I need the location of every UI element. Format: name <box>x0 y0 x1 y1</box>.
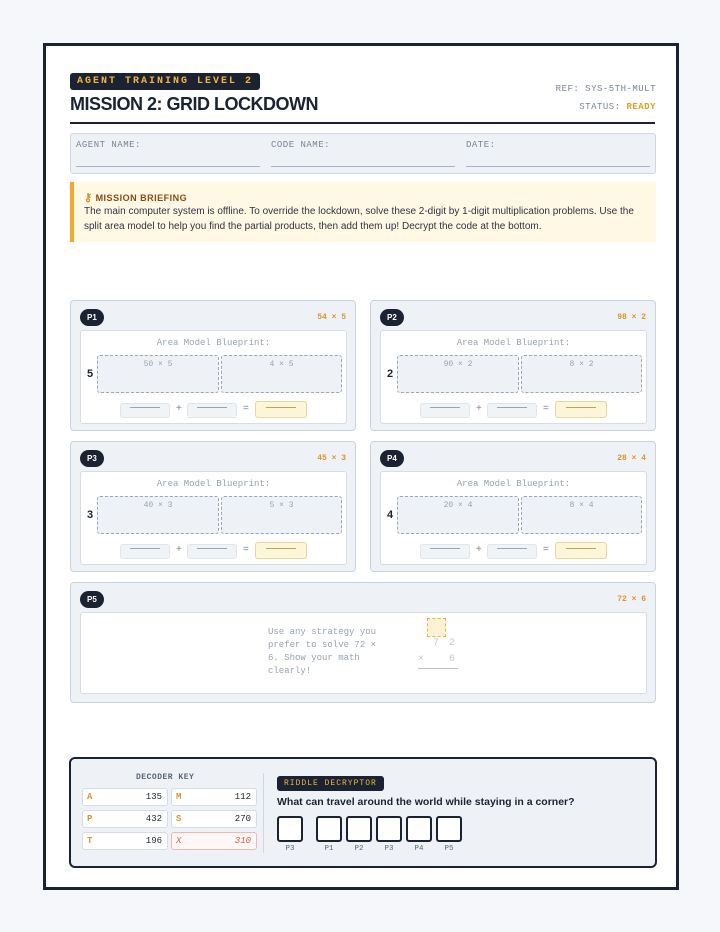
answer-box[interactable] <box>555 401 607 418</box>
multiplier-label: 2 <box>387 368 394 380</box>
partial-product-blank[interactable] <box>420 544 470 559</box>
status-label: STATUS: <box>579 102 621 112</box>
riddle-badge: RIDDLE DECRYPTOR <box>277 776 384 791</box>
blank-underline <box>497 407 527 408</box>
decoder-letter: S <box>176 814 182 824</box>
area-box-label: 8 × 4 <box>569 501 594 510</box>
partial-product-blank[interactable] <box>187 544 237 559</box>
decoder-letter: X <box>176 836 182 846</box>
decoder-value: 196 <box>145 836 162 846</box>
riddle-question: What can travel around the world while staying in a corner? <box>277 796 575 808</box>
briefing-heading-text: MISSION BRIEFING <box>95 193 188 203</box>
slot-label: P2 <box>354 845 364 853</box>
key-icon: ⚷ <box>84 192 93 204</box>
bottom-digit: 6 <box>449 654 456 665</box>
decoder-entry <box>82 788 168 806</box>
blank-underline <box>130 548 160 549</box>
partial-product-blank[interactable] <box>420 403 470 418</box>
agent-name-field[interactable] <box>71 134 266 173</box>
briefing-text: The main computer system is offline. To override the lockdown, solve these 2-digit by 1-digit multiplication problems. Use the split area model to help you find the partial products, then add them up! Decrypt the code at the bottom. <box>84 206 634 232</box>
equals-sign: = <box>543 544 549 555</box>
agent-name-label: AGENT NAME: <box>76 140 141 150</box>
plus-sign: + <box>476 544 482 555</box>
blank-underline <box>197 407 227 408</box>
plus-sign: + <box>176 403 182 414</box>
area-model <box>380 471 647 565</box>
blank-underline <box>430 548 460 549</box>
date-field[interactable] <box>461 134 655 173</box>
top-digit-tens: 7 <box>433 638 440 649</box>
area-box-label: 40 × 3 <box>143 501 173 510</box>
area-box-tens[interactable] <box>397 496 519 534</box>
status-line <box>556 98 656 116</box>
area-box-tens[interactable] <box>397 355 519 393</box>
area-box-label: 50 × 5 <box>143 360 173 369</box>
decoder-entry-decoy <box>171 832 257 850</box>
answer-slot[interactable] <box>316 816 342 853</box>
problem-card-p1 <box>70 300 356 431</box>
decoder-letter: M <box>176 792 182 802</box>
blank-underline <box>130 407 160 408</box>
answer-box[interactable] <box>555 542 607 559</box>
multiplier-label: 4 <box>387 509 394 521</box>
area-model <box>80 471 347 565</box>
problem-id: P5 <box>80 591 104 608</box>
decoder-value: 135 <box>145 792 162 802</box>
area-box-ones[interactable] <box>521 355 642 393</box>
work-area[interactable] <box>80 612 647 694</box>
decoder-panel <box>69 757 657 868</box>
panel-divider <box>263 773 264 853</box>
date-label: DATE: <box>466 140 496 150</box>
slot-label: P4 <box>414 845 424 853</box>
code-name-line <box>271 166 455 167</box>
blank-underline <box>197 548 227 549</box>
area-box-label: 8 × 2 <box>569 360 594 369</box>
page-title: MISSION 2: GRID LOCKDOWN <box>70 94 318 114</box>
area-model <box>80 330 347 424</box>
problem-id: P2 <box>380 309 404 326</box>
blank-underline <box>566 548 596 549</box>
multiplier-label: 3 <box>87 509 94 521</box>
decoder-entry <box>82 810 168 828</box>
blank-underline <box>497 548 527 549</box>
problem-expression: 54 × 5 <box>317 313 346 322</box>
blank-underline <box>266 407 296 408</box>
problem-id: P4 <box>380 450 404 467</box>
blank-underline <box>430 407 460 408</box>
problem-card-p4 <box>370 441 656 572</box>
slot-label: P3 <box>285 845 295 853</box>
briefing-heading <box>84 191 187 204</box>
blueprint-label: Area Model Blueprint: <box>156 479 271 489</box>
area-box-ones[interactable] <box>521 496 642 534</box>
answer-slot[interactable] <box>346 816 372 853</box>
decoder-value: 112 <box>234 792 251 802</box>
p5-instructions: Use any strategy you prefer to solve 72 × 6. Show your math clearly! <box>268 627 377 676</box>
area-box-label: 90 × 2 <box>443 360 473 369</box>
decoder-entry <box>171 788 257 806</box>
agent-name-line <box>76 166 260 167</box>
blueprint-label: Area Model Blueprint: <box>456 338 571 348</box>
partial-product-blank[interactable] <box>120 544 170 559</box>
top-digit-ones: 2 <box>449 638 456 649</box>
decoder-letter: T <box>87 836 93 846</box>
answer-slot[interactable] <box>436 816 462 853</box>
problem-id: P3 <box>80 450 104 467</box>
blueprint-label: Area Model Blueprint: <box>156 338 271 348</box>
times-sign: × <box>418 654 425 665</box>
date-line <box>466 166 650 167</box>
decoder-value: 432 <box>145 814 162 824</box>
ref-block <box>556 80 656 116</box>
code-name-label: CODE NAME: <box>271 140 331 150</box>
decoder-letter: A <box>87 792 93 802</box>
level-badge: AGENT TRAINING LEVEL 2 <box>70 73 260 90</box>
problem-card-p5 <box>70 582 656 703</box>
decoder-entry <box>171 810 257 828</box>
blank-underline <box>266 548 296 549</box>
answer-box[interactable] <box>255 542 307 559</box>
area-box-tens[interactable] <box>97 355 219 393</box>
carry-box[interactable] <box>427 618 446 637</box>
area-model <box>380 330 647 424</box>
area-box-label: 5 × 3 <box>269 501 294 510</box>
problem-expression: 98 × 2 <box>617 313 646 322</box>
answer-slot[interactable] <box>406 816 432 853</box>
partial-product-blank[interactable] <box>487 403 537 418</box>
area-box-label: 20 × 4 <box>443 501 473 510</box>
equals-sign: = <box>243 544 249 555</box>
problem-expression: 72 × 6 <box>617 595 646 604</box>
problem-expression: 28 × 4 <box>617 454 646 463</box>
area-box-ones[interactable] <box>221 496 342 534</box>
status-value: READY <box>626 102 656 112</box>
area-box-tens[interactable] <box>97 496 219 534</box>
answer-box[interactable] <box>255 401 307 418</box>
problem-expression: 45 × 3 <box>317 454 346 463</box>
slot-label: P5 <box>444 845 454 853</box>
blank-underline <box>566 407 596 408</box>
problem-card-p2 <box>370 300 656 431</box>
decoder-entry <box>82 832 168 850</box>
problem-id: P1 <box>80 309 104 326</box>
decoder-value: 310 <box>234 836 251 846</box>
slot-label: P3 <box>384 845 394 853</box>
partial-product-blank[interactable] <box>120 403 170 418</box>
equals-sign: = <box>243 403 249 414</box>
answer-slot[interactable] <box>277 816 303 853</box>
decoder-key-title: DECODER KEY <box>136 773 195 782</box>
partial-product-blank[interactable] <box>187 403 237 418</box>
partial-product-blank[interactable] <box>487 544 537 559</box>
plus-sign: + <box>476 403 482 414</box>
area-box-label: 4 × 5 <box>269 360 294 369</box>
multiplier-label: 5 <box>87 368 94 380</box>
ref-code: REF: SYS-5TH-MULT <box>555 84 656 94</box>
answer-line <box>418 668 458 669</box>
problem-card-p3 <box>70 441 356 572</box>
decoder-value: 270 <box>234 814 251 824</box>
worksheet-page <box>43 43 679 890</box>
slot-label: P1 <box>324 845 334 853</box>
title-rule <box>70 122 655 124</box>
mission-briefing <box>70 182 656 242</box>
info-fields <box>70 133 656 174</box>
area-box-ones[interactable] <box>221 355 342 393</box>
equals-sign: = <box>543 403 549 414</box>
plus-sign: + <box>176 544 182 555</box>
answer-slot[interactable] <box>376 816 402 853</box>
blueprint-label: Area Model Blueprint: <box>456 479 571 489</box>
code-name-field[interactable] <box>266 134 461 173</box>
decoder-letter: P <box>87 814 93 824</box>
